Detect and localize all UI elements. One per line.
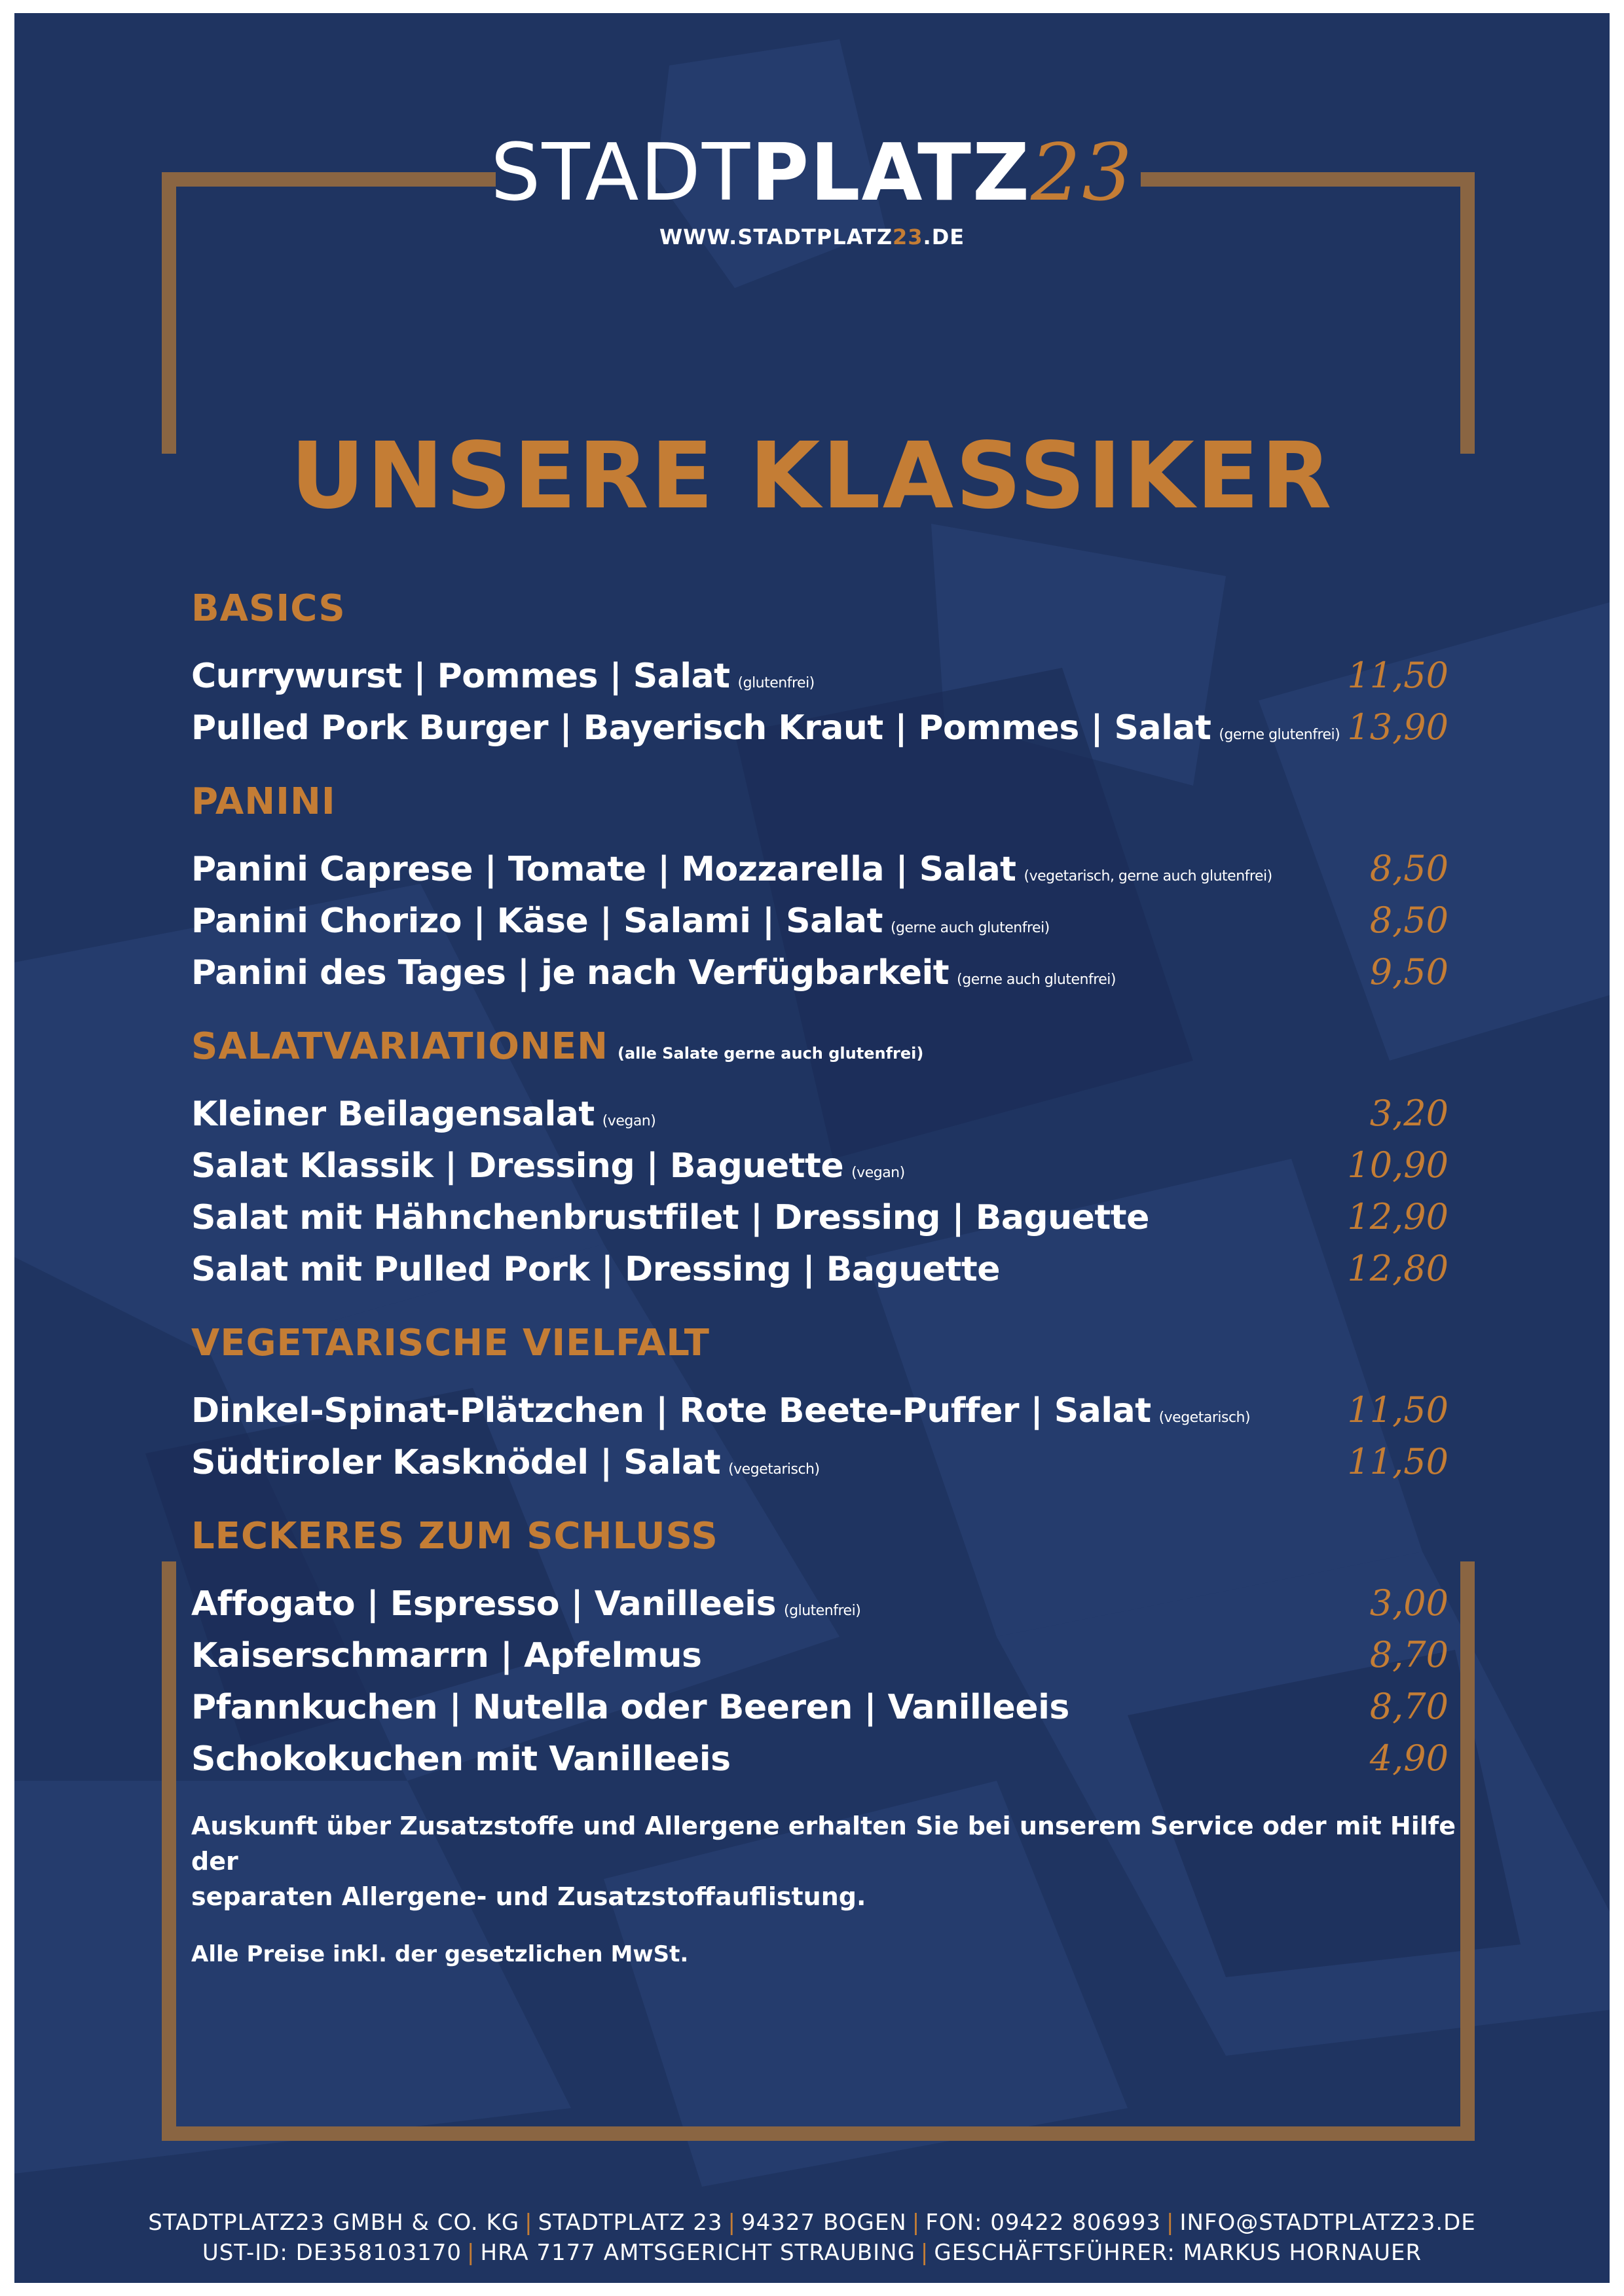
- menu-item-price: 8,50: [1369, 900, 1449, 941]
- menu-item: [191, 1384, 1449, 1436]
- section-note: (alle Salate gerne auch glutenfrei): [618, 1044, 924, 1063]
- menu-item-price: 11,50: [1347, 1441, 1449, 1482]
- menu-item: [191, 1191, 1449, 1243]
- menu-item: [191, 1732, 1449, 1784]
- menu-page: [14, 13, 1610, 2283]
- menu-item-price: 10,90: [1347, 1144, 1449, 1186]
- menu-item-note: (vegan): [602, 1113, 656, 1129]
- separator: |: [1166, 2210, 1175, 2236]
- menu-item-note: (vegetarisch): [728, 1461, 820, 1478]
- menu-item: [191, 1087, 1449, 1139]
- page-title: UNSERE KLASSIKER: [290, 423, 1334, 530]
- section-heading: PANINI: [191, 780, 336, 823]
- menu-item-name: Salat mit Hähnchenbrustfilet | Dressing | Baguette: [191, 1198, 1149, 1237]
- menu-item-name: Salat mit Pulled Pork | Dressing | Baguette: [191, 1250, 1000, 1289]
- footer-line-1: STADTPLATZ23 GMBH & CO. KG | STADTPLATZ 23 | 94327 BOGEN | FON: 09422 806993 | INFO@STADTPLATZ23.DE: [148, 2210, 1476, 2236]
- menu-item-name: Panini Caprese | Tomate | Mozzarella | Salat (vegetarisch, gerne auch glutenfrei): [191, 850, 1272, 889]
- menu-item-name: Salat Klassik | Dressing | Baguette (vegan): [191, 1146, 905, 1186]
- section-heading: LECKERES ZUM SCHLUSS: [191, 1515, 718, 1558]
- menu-item-price: 12,80: [1347, 1248, 1449, 1289]
- section-heading: BASICS: [191, 587, 346, 630]
- menu-item-name: Pulled Pork Burger | Bayerisch Kraut | Pommes | Salat (gerne glutenfrei): [191, 708, 1340, 748]
- logo-wordmark: STADTPLATZ23: [490, 128, 1134, 219]
- separator: |: [912, 2210, 921, 2236]
- menu-item: [191, 946, 1449, 998]
- menu-item-note: (gerne auch glutenfrei): [890, 920, 1050, 936]
- menu-item-price: 3,00: [1369, 1582, 1449, 1624]
- menu-item-note: (gerne auch glutenfrei): [957, 972, 1116, 988]
- menu-item-name: Panini des Tages | je nach Verfügbarkeit (gerne auch glutenfrei): [191, 953, 1116, 993]
- menu-item-price: 11,50: [1347, 1389, 1449, 1430]
- menu-item-name: Schokokuchen mit Vanilleeis: [191, 1740, 731, 1779]
- menu-item-note: (vegetarisch): [1158, 1410, 1251, 1426]
- menu-item-price: 8,50: [1369, 848, 1449, 889]
- menu-item: [191, 1577, 1449, 1629]
- menu-item-name: Südtiroler Kasknödel | Salat (vegetarisch): [191, 1443, 820, 1482]
- menu-item-name: Panini Chorizo | Käse | Salami | Salat (gerne auch glutenfrei): [191, 902, 1050, 941]
- menu-item: [191, 843, 1449, 894]
- footer-imprint: [14, 2208, 1610, 2268]
- section-heading: VEGETARISCHE VIELFALT: [191, 1322, 710, 1364]
- menu-item: [191, 1243, 1449, 1294]
- menu-item-price: 4,90: [1369, 1738, 1449, 1779]
- menu-item-price: 8,70: [1369, 1634, 1449, 1675]
- menu-item-name: Affogato | Espresso | Vanilleeis (glutenfrei): [191, 1584, 861, 1624]
- menu-item-name: Currywurst | Pommes | Salat (glutenfrei): [191, 657, 815, 696]
- vat-note: Alle Preise inkl. der gesetzlichen MwSt.: [191, 1941, 689, 1967]
- menu-item-price: 3,20: [1369, 1093, 1449, 1134]
- menu-item-price: 9,50: [1369, 951, 1449, 993]
- website-url: WWW.STADTPLATZ23.DE: [659, 225, 965, 249]
- menu-item-note: (gerne glutenfrei): [1219, 727, 1340, 743]
- separator: |: [920, 2240, 929, 2266]
- menu-item-note: (glutenfrei): [784, 1603, 861, 1619]
- separator: |: [467, 2240, 475, 2266]
- menu-item-note: (vegetarisch, gerne auch glutenfrei): [1024, 868, 1272, 884]
- menu-item-name: Kleiner Beilagensalat (vegan): [191, 1095, 656, 1134]
- menu-item-price: 8,70: [1369, 1686, 1449, 1727]
- section-heading: SALATVARIATIONEN (alle Salate gerne auch glutenfrei): [191, 1025, 924, 1068]
- menu-item-note: (glutenfrei): [737, 675, 815, 691]
- menu-item-name: Pfannkuchen | Nutella oder Beeren | Vanilleeis: [191, 1688, 1069, 1727]
- separator: |: [728, 2210, 737, 2236]
- menu-list: [191, 583, 1449, 1807]
- menu-item: [191, 649, 1449, 701]
- brand-logo: [14, 128, 1610, 249]
- menu-item: [191, 1139, 1449, 1191]
- menu-item: [191, 701, 1449, 753]
- separator: |: [525, 2210, 533, 2236]
- menu-item: [191, 1681, 1449, 1732]
- menu-item-price: 11,50: [1347, 655, 1449, 696]
- menu-item-note: (vegan): [851, 1165, 905, 1181]
- menu-item-name: Dinkel-Spinat-Plätzchen | Rote Beete-Puffer | Salat (vegetarisch): [191, 1391, 1251, 1430]
- menu-item-price: 12,90: [1347, 1196, 1449, 1237]
- menu-item-name: Kaiserschmarrn | Apfelmus: [191, 1636, 702, 1675]
- footer-line-2: UST-ID: DE358103170 | HRA 7177 AMTSGERICHT STRAUBING | GESCHÄFTSFÜHRER: MARKUS HORNAUER: [202, 2240, 1422, 2266]
- allergen-info: Auskunft über Zusatzstoffe und Allergene erhalten Sie bei unserem Service oder mit Hilfe der separaten Allergene- und Zusatzstoffauflistung.: [191, 1812, 1456, 1911]
- menu-item-price: 13,90: [1347, 706, 1449, 748]
